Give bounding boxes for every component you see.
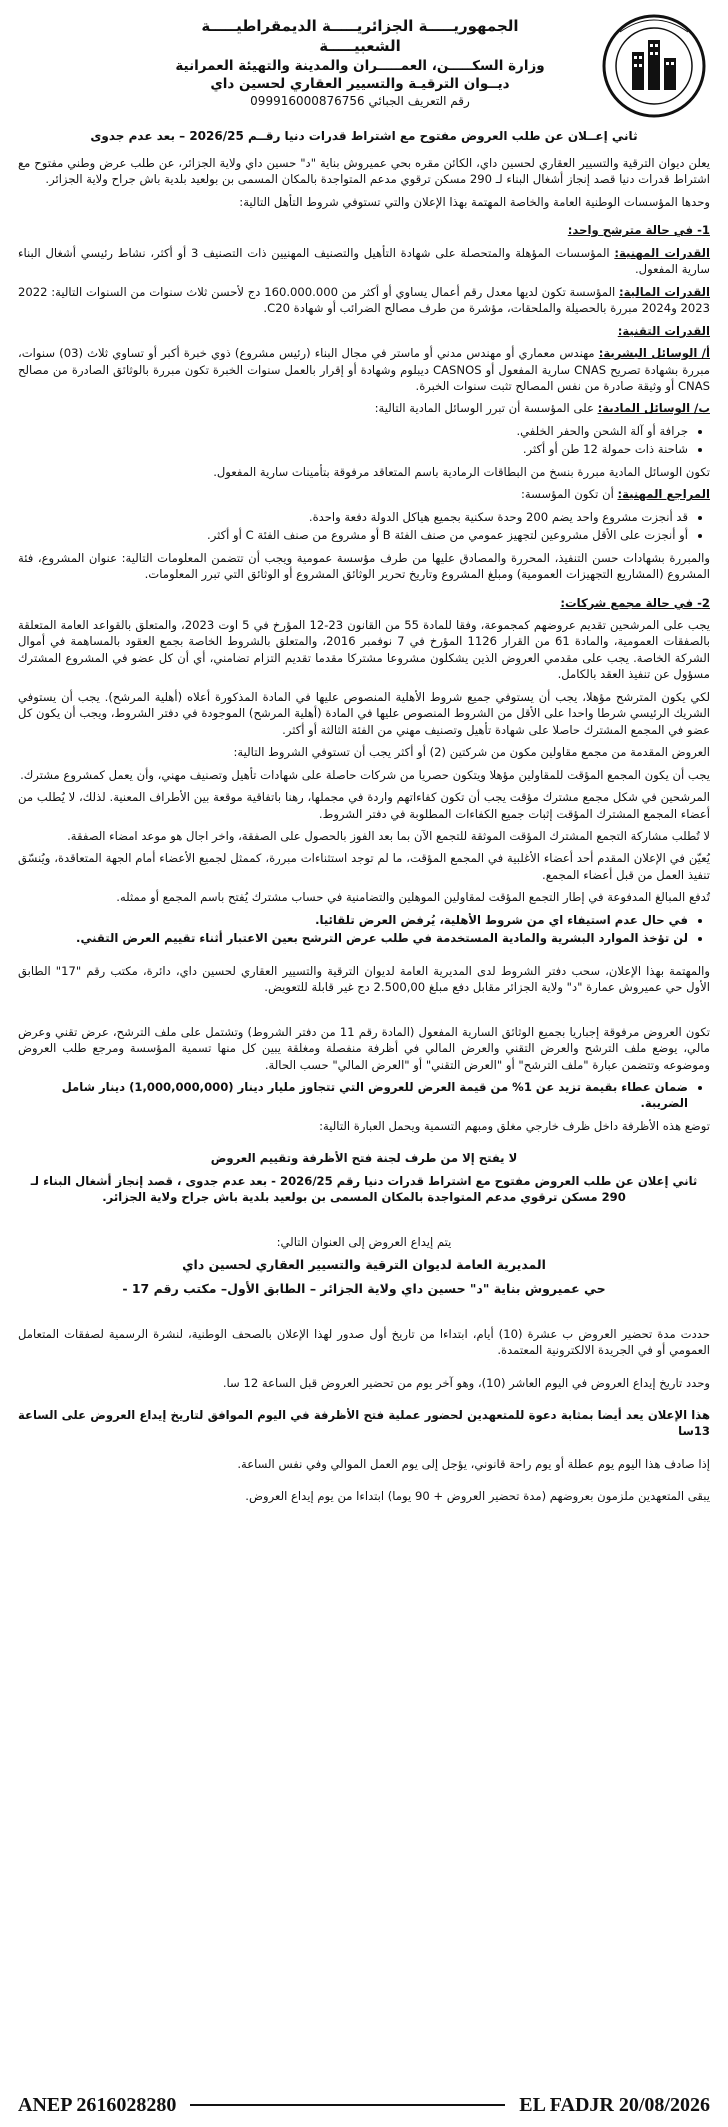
consortium-bold-list xyxy=(18,912,688,947)
envelope-instructions: توضع هذه الأظرفة داخل ظرف خارجي مغلق ومبهم التسمية ويحمل العبارة التالية: xyxy=(319,1118,710,1133)
financial-capacity: القدرات المالية: المؤسسة تكون لديها معدل رقم أعمال يساوي أو أكثر من 160.000.000 دج لأحسن ثلاث سنوات من السنوات التالية: 2022 2023 و2024 مبررة بالحصيلة والملحقات، مؤشرة من طرف مصالح الضرائب أو شهادة C20. xyxy=(18,284,710,316)
section-single-bidder xyxy=(18,222,710,582)
deposit-address-2: حي عميروش بناية "د" حسين داي ولاية الجزائر – الطابق الأول– مكتب رقم 17 - xyxy=(122,1280,606,1296)
material-resources: ب/ الوسائل المادية: على المؤسسة أن تبرر الوسائل المادية التالية: xyxy=(374,401,710,416)
notice-title: ثاني إعــلان عن طلب العروض مفتوح مع اشتراط قدرات دنيا رقــم 2026/25 – بعد عدم جدوى xyxy=(90,129,638,143)
list-item: • قد أنجزت مشروع واحد يضم 200 وحدة سكنية بجميع هياكل الدولة دفعة واحدة. xyxy=(18,509,688,525)
eligibility-intro: وحدها المؤسسات الوطنية العامة والخاصة المهتمة بهذا الإعلان والتي تستوفي شروط التأهل التالية: xyxy=(239,194,710,209)
human-resources: أ/ الوسائل البشرية: مهندس معماري أو مهندس مدني أو ماستر في مجال البناء (رئيس مشروع) ذوي خبرة أكبر أو تساوي ثلاث (03) سنوات، مبررة بشهادة تصريح CNAS سارية المفعول أو CASNOS ديبلوم وشهادة أو إقرار بالعمل سنوات الخبرة تكون مبررة بالوثائق الصادرة من مصالح CNAS أو وثيقة صادرة من نفس المصالح تثبت سنوات الخبرة. xyxy=(18,346,711,394)
ministry-name: وزارة السكـــــن، العمـــــران والمدينة والتهيئة العمرانية xyxy=(175,57,545,74)
list-item: • جرافة أو آلة الشحن والحفر الخلفي. xyxy=(18,423,688,439)
validity-note: يبقى المتعهدين ملزمون بعروضهم (مدة تحضير العروض + 90 يوما) ابتداءا من يوم إيداع العروض. xyxy=(245,1489,710,1504)
letterhead xyxy=(18,10,710,122)
intro-paragraph: يعلن ديوان الترقية والتسيير العقاري لحسين داي، الكائن مقره بحي عميروش بناية "د" حسين داي ولاية الجزائر، عن طلب عرض وطني مفتوح مع اشتراط قدرات دنيا قصد إنجاز أشغال البناء لـ 290 مسكن ترقوي مدعم المتواجدة بالمكان المسمى بن بولعيد بلدية باش جراح ولاية الجزائر. xyxy=(18,156,710,187)
consortium-item: لا تُطلب مشاركة التجمع المشترك المؤقت الموثقة للتجمع الآن بما بعد الفوز بالحصول على الصفقة، واخر اجال هو موعد امضاء الصفقة. xyxy=(67,828,710,843)
references: المراجع المهنية: أن تكون المؤسسة: xyxy=(520,487,710,502)
republic-name: الجمهوريـــــة الجزائريـــــة الديمقراطيـــــة الشعبيـــــة xyxy=(201,17,519,56)
prep-period: حددت مدة تحضير العروض ب عشرة (10) أيام، ابتداءا من تاريخ أول صدور لهذا الإعلان بالصحف الوطنية، لنشرة الرسمية لصفقات المتعامل العمومي أو في الجريدة الالكترونية المعتمدة. xyxy=(18,1326,710,1358)
consortium-item: يُعيّن في الإعلان المقدم أحد أعضاء الأغلبية في المجمع المؤقت، ما لم توجد استثناءات مبررة، كممثل لجميع الأعضاء أمام الجهة المتعاقدة، ويُنسّق تنفيذ العمل من قبل أعضاء المجمع. xyxy=(18,851,710,882)
material-note: تكون الوسائل المادية مبررة بنسخ من البطاقات الرمادية باسم المتعاقد مرفوقة بتأمينات سارية المفعول. xyxy=(213,464,710,479)
list-item: • شاحنة ذات حمولة 12 طن أو أكثر. xyxy=(18,441,688,457)
opening-invite: هذا الإعلان يعد أيضا بمثابة دعوة للمتعهدين لحضور عملية فتح الأظرفة في اليوم الموافق لتاريخ إيداع العروض على الساعة 13سا xyxy=(18,1408,710,1439)
consortium-p3: العروض المقدمة من مجمع مقاولين مكون من شركتين (2) أو أكثر يجب أن تستوفي الشروط التالية: xyxy=(233,745,710,760)
consortium-p2: لكي يكون المترشح مؤهلا، يجب أن يستوفي جميع شروط الأهلية المنصوص عليها في المادة المذكورة أعلاه (أهلية المرشح). يجب أن يستوفي الشريك الرئيسي شرطا واحدا على الأقل من الشروط المنصوص عليها في المادة (أهلية المرشح) الموجودة في دفتر الشروط، ويجب أن يكون كل عضو في المجمع المشترك حاصلا على شهادة تأهيل وتصنيف مهني من الفئة الثالثة أو أكثر. xyxy=(18,689,710,737)
opgi-logo xyxy=(598,12,710,120)
section-title: 2- في حالة مجمع شركات: xyxy=(560,595,710,610)
guarantee-list xyxy=(18,1079,688,1112)
anep-reference: ANEP 2616028280 xyxy=(18,2093,177,2116)
tender-notice xyxy=(18,10,710,1511)
offers-paragraph: تكون العروض مرفوقة إجباريا بجميع الوثائق السارية المفعول (المادة رقم 11 من دفتر الشروط) وتشتمل على ملف الترشح، عرض تقني وعرض مالي، يوضع ملف الترشح والعرض التقني والعرض المالي في أظرفة منفصلة ومغلقة يبين كل منها تسمية المؤسسة ومرجع طلب العروض وموضوعه وتتضمن عبارة "ملف الترشح" أو "العرض التقني" أو "العرض المالي" حسب الحالة. xyxy=(18,1024,710,1072)
office-name: ديــوان الترقيـة والتسيير العقاري لحسين داي xyxy=(210,75,510,92)
deposit-intro: يتم إيداع العروض إلى العنوان التالي: xyxy=(276,1234,452,1249)
consortium-item: يجب أن يكون المجمع المؤقت للمقاولين مؤهلا ويتكون حصريا من شركات حاصلة على شهادات تأهيل وتصنيف مهني، وأن يعمل كمشروع مشترك. xyxy=(20,767,710,782)
envelope-line1: لا يفتح إلا من طرف لجنة فتح الأظرفة وتقييم العروض xyxy=(210,1151,518,1166)
consortium-item: المرشحين في شكل مجمع مشترك مؤقت يجب أن تكون كفاءاتهم واردة في مجملها، رهنا باتفاقية موقعة بين الأطراف المعنية. لذلك، لا يُطلب من أعضاء المجمع المشترك المؤقت إثبات جميع الكفاءات المطلوبة في دفتر الشروط. xyxy=(18,790,710,821)
technical-capacity-title: القدرات التقنية: xyxy=(617,323,710,338)
consortium-item: تُدفع المبالغ المدفوعة في إطار التجمع المؤقت لمقاولين الموهلين والتضامنية في حساب مشترك يُفتح باسم المجمع أو ممثله. xyxy=(116,890,710,905)
footer xyxy=(18,2091,710,2119)
section-consortium xyxy=(18,595,710,947)
footer-divider xyxy=(190,2104,505,2106)
list-item: • في حال عدم استيفاء اي من شروط الأهلية، يُرفض العرض تلقائيا. xyxy=(18,912,688,928)
deposit-date: وحدد تاريخ إيداع العروض في اليوم العاشر (10)، وهو آخر يوم من تحضير العروض قبل الساعة 12 سا. xyxy=(222,1375,710,1390)
envelope-line2: ثاني إعلان عن طلب العروض مفتوح مع اشتراط قدرات دنيا رقم 2026/25 - بعد عدم جدوى ، قصد إنجاز أشغال البناء لـ 290 مسكن ترقوي مدعم المتواجدة بالمكان المسمى بن بولعيد بلدية باش جراح ولاية الجزائر. xyxy=(30,1173,698,1205)
references-note: والمبررة بشهادات حسن التنفيذ، المحررة والمصادق عليها من طرف مؤسسة عمومية ويجب أن تتضمن المعلومات التالية: عنوان المشروع، فئة المشروع (المشاريع التجهيزات العمومية) ومبلغ المشروع وتاريخ تحرير الوثائق المشروع أو الوثائق التي تبرر المعلومات. xyxy=(18,550,710,582)
withdraw-specs: والمهتمة بهذا الإعلان، سحب دفتر الشروط لدى المديرية العامة لديوان الترقية والتسيير العقاري لحسين داي، دائرة، مكتب رقم "17" الطابق الأول حي عميروش عمارة "د" ولاية الجزائر مقابل دفع مبلغ 2.500,00 دج غير قابلة للتعويض. xyxy=(18,963,710,995)
list-item: • ضمان عطاء بقيمة تزيد عن 1% من قيمة العرض للعروض التي تتجاوز مليار دينار (1,000,000,000) دينار شامل الضريبة. xyxy=(18,1079,688,1112)
newspaper-date: EL FADJR 20/08/2026 xyxy=(519,2093,710,2116)
holiday-note: إذا صادف هذا اليوم يوم عطلة أو يوم راحة قانوني، يؤجل إلى يوم العمل الموالي وفي نفس الساعة. xyxy=(237,1456,710,1471)
list-item: • أو أنجزت على الأقل مشروعين لتجهيز عمومي من صنف الفئة B أو مشروع من صنف الفئة C أو أكثر. xyxy=(18,527,688,543)
professional-capacity: القدرات المهنية: المؤسسات المؤهلة والمتحصلة على شهادة التأهيل والتصنيف المهنيين ذات التصنيف 3 أو أكثر، نشاط رئيسي أشغال البناء سارية المفعول. xyxy=(18,245,711,277)
list-item: • لن تؤخذ الموارد البشرية والمادية المستخدمة في طلب عرض الترشح بعين الاعتبار أثناء تقييم العرض التقني. xyxy=(18,930,688,946)
consortium-p1: يجب على المرشحين تقديم عروضهم كمجموعة، وفقا للمادة 55 من القانون 23-12 المؤرخ في 5 اوت 2023، والمتعلق بالقواعد العامة المتعلقة بالصفقات العمومية، والمادة 61 من القرار 1126 المؤرخ في 7 نوفمبر 2016، والمتعلق بالشروط الخاصة بجمع العقود بالمساهمة في أموال الشركة الخاصة. يجب على مقدمي العروض الذين يشكلون مشروعا مشتركا مقدما تقديم التزام تضامني، أي أن كل عضو في المشروع المشترك مسؤول عن تنفيذ العقد بالكامل. xyxy=(18,618,710,682)
tax-id: رقم التعريف الجبائي 099916000876756 xyxy=(250,93,470,108)
section-title: 1- في حالة مترشح واحد: xyxy=(567,223,710,238)
references-list xyxy=(18,509,688,544)
material-list xyxy=(18,423,688,458)
deposit-address-1: المديرية العامة لديوان الترقية والتسيير العقاري لحسين داي xyxy=(182,1257,546,1273)
